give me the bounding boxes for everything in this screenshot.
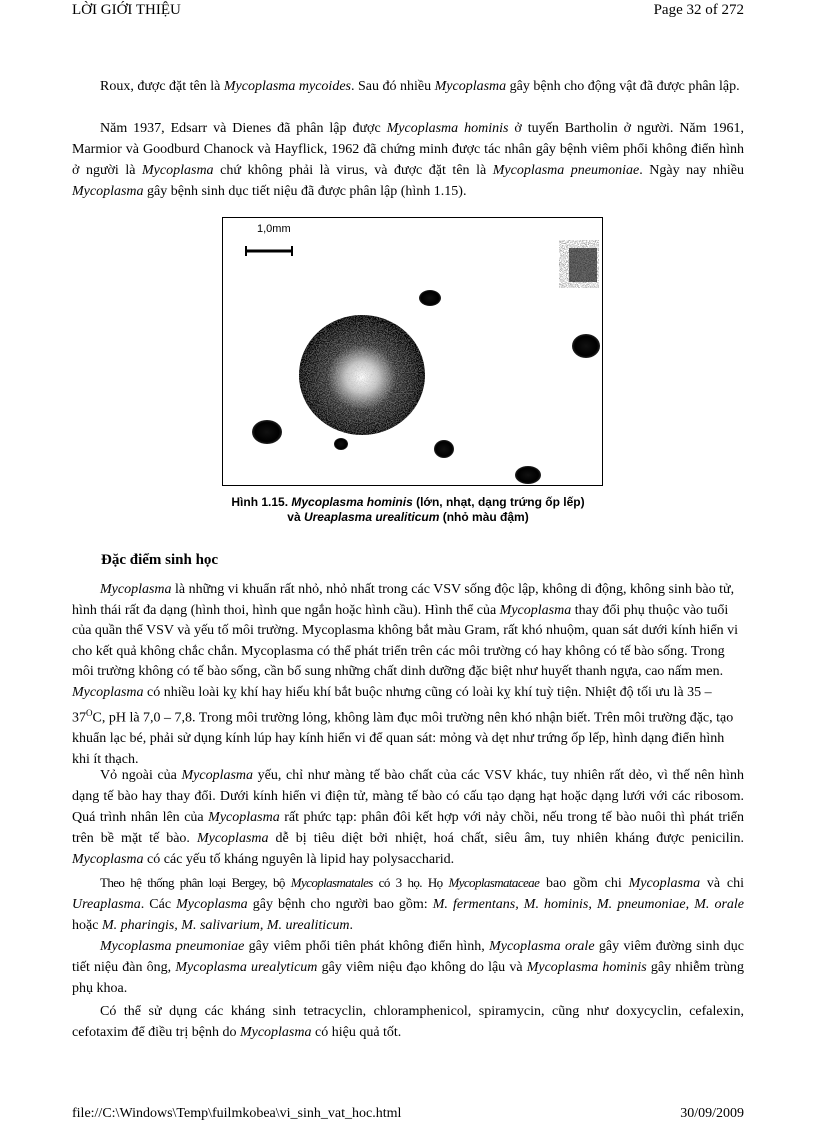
page-header-title: LỜI GIỚI THIỆU bbox=[72, 2, 181, 18]
small-colony bbox=[334, 438, 348, 450]
section-paragraph-1: Mycoplasma là những vi khuẩn rất nhỏ, nhỏ nhất trong các VSV sống độc lập, không di động, không sinh bào tử, hình thái rất đa dạng (hình thoi, hình que ngắn hoặc hình cầu). Hình thể của Mycoplasma thay đổi phụ thuộc vào tuổi của quần thể VSV và yếu tố môi trường. Mycoplasma không bắt màu Gram, rất khó nhuộm, quan sát dưới kính hiển vi cho kết quả không chắc chắn. Mycoplasma có thể phát triển trên các môi trường có hay không có tế bào sống. Trong môi trường không có tế bào sống, cần bổ sung những chất dinh dưỡng đặc biệt như huyết thanh ngựa, cao nấm men. Mycoplasma có nhiều loài kỵ khí hay hiếu khí bắt buộc nhưng cũng có loài kỵ khí tuỳ tiện. Nhiệt độ tối ưu là $35 - 37^OC$, pH là 7,0 – 7,8. Trong môi trường lỏng, không làm đục môi trường nên khó nhận biết. Trên môi trường đặc, tạo khuẩn lạc bé, phải sử dụng kính lúp hay kính hiển vi để quan sát: mỏng và dẹt như trứng ốp lếp, hình dạng điển hình khi ít thạch. bbox=[72, 582, 738, 767]
small-colony bbox=[419, 290, 441, 306]
footer-date: 30/09/2009 bbox=[680, 1106, 744, 1121]
footer-file-path: file://C:\Windows\Temp\fuilmkobea\vi_sinh_vat_hoc.html bbox=[72, 1106, 402, 1121]
small-colony bbox=[515, 466, 541, 484]
figure-caption bbox=[172, 495, 644, 525]
small-colony bbox=[434, 440, 454, 458]
scale-label: 1,0mm bbox=[257, 223, 291, 235]
section-paragraph-5: Có thể sử dụng các kháng sinh tetracyclin, chloramphenicol, spiramycin, cũng như doxycyclin, cefalexin, cefotaxim để điều trị bệnh do Mycoplasma có hiệu quả tốt. bbox=[72, 1004, 744, 1040]
page-number: Page 32 of 272 bbox=[653, 2, 744, 18]
small-colony bbox=[252, 420, 282, 444]
section-paragraph-3 bbox=[72, 872, 744, 936]
classification-intro: Theo hệ thống phân loại Bergey, bộ Mycoplasmatales có 3 họ. Họ Mycoplasmataceae bbox=[100, 875, 540, 890]
intro-paragraph-2: Năm 1937, Edsarr và Dienes đã phân lập được Mycoplasma hominis ở tuyến Bartholin ở người. Năm 1961, Marmior và Goodburd Chanock và Hayflick, 1962 đã chứng minh được tác nhân gây bệnh viêm phổi không điển hình ở người là Mycoplasma chứ không phải là virus, và được đặt tên là Mycoplasma pneumoniae. Ngày nay nhiều Mycoplasma gây bệnh sinh dục tiết niệu đã được phân lập (hình 1.15). bbox=[72, 121, 745, 199]
section-heading: Đặc điểm sinh học bbox=[101, 552, 219, 568]
micrograph-image bbox=[223, 218, 602, 485]
section-paragraph-4: Mycoplasma pneumoniae gây viêm phổi tiên phát không điển hình, Mycoplasma orale gây viêm đường sinh dục tiết niệu đàn ông, Mycoplasma urealyticum gây viêm niệu đạo không do lậu và Mycoplasma hominis gây nhiễm trùng phụ khoa. bbox=[72, 939, 745, 996]
section-paragraph-2: Vỏ ngoài của Mycoplasma yếu, chỉ như màng tế bào chất của các VSV khác, tuy nhiên rất dẻo, vì thế nên hình dạng tế bào hay thay đổi. Dưới kính hiển vi điện tử, màng tế bào có cấu tạo dạng hạt hoặc dạng lưới với các ribosom. Quá trình nhân lên của Mycoplasma rất phức tạp: phân đôi kết hợp với nảy chồi, nếu trong tế bào nuôi thì phát triển trên bề mặt tế bào. Mycoplasma dễ bị tiêu diệt bởi nhiệt, hoá chất, siêu âm, tuy nhiên kháng được penicilin. Mycoplasma có các yếu tố kháng nguyên là lipid hay polysaccharid. bbox=[72, 768, 744, 867]
classification-rest: bao gồm chi Mycoplasma và chi Ureaplasma. Các Mycoplasma gây bệnh cho người bao gồm: M. fermentans, M. hominis, M. pneumoniae, M. orale hoặc M. pharingis, M. salivarium, M. urealiticum. bbox=[72, 876, 745, 933]
caption-line-2: và Ureaplasma urealiticum (nhỏ màu đậm) bbox=[287, 510, 529, 524]
upper-right-cluster bbox=[559, 240, 599, 288]
small-colony bbox=[572, 334, 600, 358]
intro-paragraph-1: Roux, được đặt tên là Mycoplasma mycoides. Sau đó nhiều Mycoplasma gây bệnh cho động vật đã được phân lập. bbox=[100, 79, 740, 94]
colony-micrograph bbox=[222, 217, 603, 486]
caption-line-1: Hình 1.15. Mycoplasma hominis (lớn, nhạt, dạng trứng ốp lếp) bbox=[231, 495, 585, 509]
